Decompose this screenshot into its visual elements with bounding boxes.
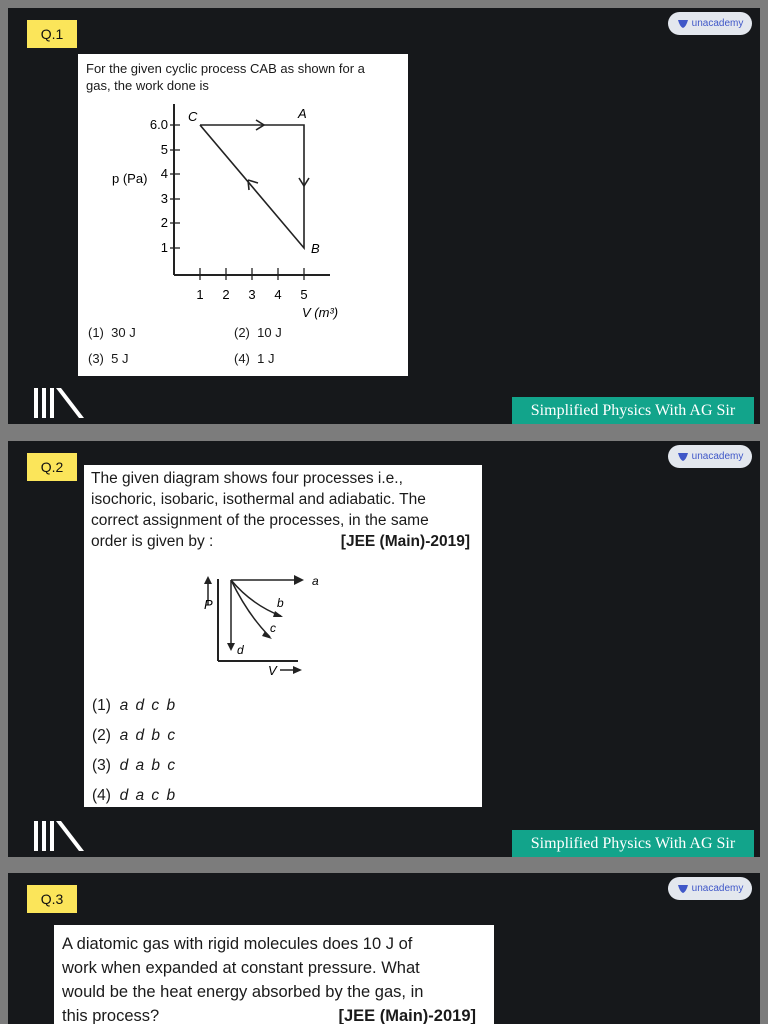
channel-logo-icon (32, 819, 88, 855)
channel-logo-icon (32, 386, 88, 422)
option-number: (2) (92, 727, 111, 744)
option-number: (2) (234, 325, 250, 340)
channel-tag: Simplified Physics With AG Sir (512, 397, 754, 424)
cycle-path (200, 125, 304, 248)
y-tick-label: 6.0 (149, 117, 168, 132)
question-text-line: work when expanded at constant pressure. What (62, 959, 420, 977)
exam-tag: [JEE (Main)-2019] (338, 1007, 476, 1024)
option-4[interactable] (92, 787, 175, 805)
p-label: P (204, 597, 213, 612)
point-label-b: B (311, 241, 320, 256)
arrow-a-head (294, 575, 304, 585)
point-label-c: C (188, 109, 198, 124)
y-tick-label: 1 (160, 240, 168, 255)
label-d: d (237, 643, 244, 657)
point-label-a: A (298, 106, 307, 121)
option-text: d a b c (119, 757, 176, 774)
option-3[interactable] (92, 757, 175, 775)
v-label: V (268, 663, 277, 678)
option-1[interactable] (88, 325, 136, 340)
brand-name: unacademy (691, 18, 744, 29)
x-tick-label: 5 (300, 287, 308, 302)
option-text: 30 J (111, 325, 136, 340)
option-1[interactable] (92, 697, 175, 715)
unacademy-badge[interactable] (668, 445, 752, 468)
exam-tag: [JEE (Main)-2019] (340, 533, 470, 550)
x-tick-label: 1 (196, 287, 204, 302)
option-text: a d c b (119, 697, 176, 714)
option-number: (3) (92, 757, 111, 774)
slide-q3 (8, 873, 760, 1024)
unacademy-logo-icon (677, 884, 689, 894)
v-arrow-head (293, 666, 302, 674)
y-tick-label: 5 (160, 142, 168, 157)
option-text: d a c b (119, 787, 176, 804)
question-text-line: order is given by : (91, 533, 214, 550)
question-text-line: would be the heat energy absorbed by the gas, in (62, 983, 424, 1001)
process-b (231, 580, 281, 616)
unacademy-badge[interactable] (668, 12, 752, 35)
slide-q2 (8, 441, 760, 857)
question-text-line: The given diagram shows four processes i.e., (91, 470, 403, 487)
x-tick-label: 2 (222, 287, 230, 302)
question-text-line: isochoric, isobaric, isothermal and adiabatic. The (91, 491, 426, 508)
label-a: a (312, 574, 319, 588)
label-b: b (277, 596, 284, 610)
question-number-badge: Q.3 (27, 885, 77, 913)
question-card (78, 54, 408, 376)
y-tick-label: 4 (160, 166, 168, 181)
slide-q1 (8, 8, 760, 424)
process-diagram (84, 465, 482, 807)
x-tick-label: 4 (274, 287, 282, 302)
unacademy-logo-icon (677, 452, 689, 462)
question-number-badge: Q.1 (27, 20, 77, 48)
question-text-line: A diatomic gas with rigid molecules does 10 J of (62, 935, 413, 953)
arrow-d-head (227, 643, 235, 651)
option-text: 5 J (111, 351, 129, 366)
question-card (84, 465, 482, 807)
option-text: 10 J (257, 325, 282, 340)
option-number: (4) (92, 787, 111, 804)
option-2[interactable] (92, 727, 175, 745)
option-2[interactable] (234, 325, 282, 340)
y-axis-label: p (Pa) (112, 171, 148, 186)
option-number: (1) (92, 697, 111, 714)
x-tick-label: 3 (248, 287, 256, 302)
channel-tag: Simplified Physics With AG Sir (512, 830, 754, 857)
option-4[interactable] (234, 351, 274, 366)
y-tick-label: 3 (160, 191, 168, 206)
question-text-line: this process? (62, 1007, 160, 1024)
option-text: 1 J (257, 351, 275, 366)
option-text: a d b c (119, 727, 176, 744)
arrow-b-head (273, 611, 283, 617)
brand-name: unacademy (691, 883, 744, 894)
question-text-line: For the given cyclic process CAB as shown for a (86, 61, 365, 76)
y-tick-label: 2 (160, 215, 168, 230)
label-c: c (270, 621, 276, 635)
p-arrow-head (204, 576, 212, 584)
option-3[interactable] (88, 351, 128, 366)
option-number: (3) (88, 351, 104, 366)
question-text-line: gas, the work done is (86, 78, 209, 93)
x-axis-label: V (m³) (302, 305, 339, 320)
brand-name: unacademy (691, 451, 744, 462)
option-number: (1) (88, 325, 104, 340)
unacademy-logo-icon (677, 19, 689, 29)
question-text-line: correct assignment of the processes, in the same (91, 512, 429, 529)
question-number-badge: Q.2 (27, 453, 77, 481)
unacademy-badge[interactable] (668, 877, 752, 900)
question-card (54, 925, 494, 1024)
option-number: (4) (234, 351, 250, 366)
